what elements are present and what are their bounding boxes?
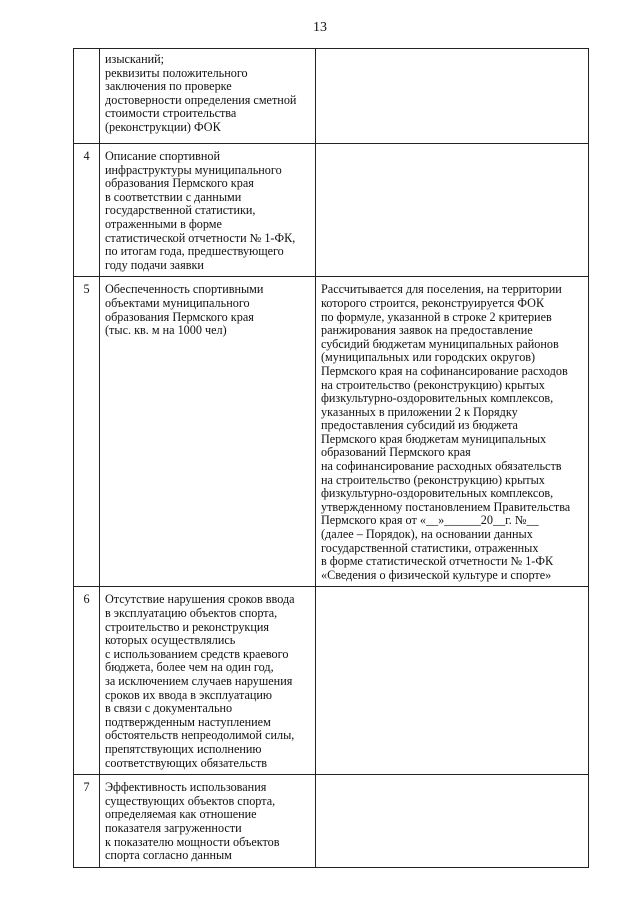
row-number: 4 <box>74 144 100 277</box>
row-number: 5 <box>74 277 100 587</box>
table-row <box>74 277 589 587</box>
method-cell <box>316 144 589 277</box>
table-row <box>74 775 589 868</box>
table-row <box>74 49 589 144</box>
row-number: 7 <box>74 775 100 868</box>
indicator-cell: Обеспеченность спортивными объектами муниципального образования Пермского края (тыс. кв. м на 1000 чел) <box>100 277 316 587</box>
row-number: 6 <box>74 587 100 775</box>
method-cell <box>316 775 589 868</box>
method-cell <box>316 587 589 775</box>
criteria-table <box>73 48 589 868</box>
row-number <box>74 49 100 144</box>
method-cell <box>316 49 589 144</box>
table-row <box>74 587 589 775</box>
table-row <box>74 144 589 277</box>
indicator-cell: изысканий; реквизиты положительного заключения по проверке достоверности определения сметной стоимости строительства (реконструкции) ФОК <box>100 49 316 144</box>
indicator-cell: Эффективность использования существующих объектов спорта, определяемая как отношение показателя загруженности к показателю мощности объектов спорта согласно данным <box>100 775 316 868</box>
method-cell: Рассчитывается для поселения, на территории которого строится, реконструируется ФОК по формуле, указанной в строке 2 критериев ранжирования заявок на предоставление субсидий бюджетам муниципальных районов (муниципальных или городских округов) Пермского края на софинансирование расходов на строительство (реконструкцию) крытых физкультурно-оздоровительных комплексов, указанных в приложении 2 к Порядку предоставления субсидий из бюджета Пермского края бюджетам муниципальных образований Пермского края на софинансирование расходных обязательств на строительство (реконструкцию) крытых физкультурно-оздоровительных комплексов, утвержденному постановлением Правительства Пермского края от «__»______20__г. №__ (далее – Порядок), на основании данных государственной статистики, отраженных в форме статистической отчетности № 1-ФК «Сведения о физической культуре и спорте» <box>316 277 589 587</box>
indicator-cell: Отсутствие нарушения сроков ввода в эксплуатацию объектов спорта, строительство и реконструкция которых осуществлялись с использованием средств краевого бюджета, более чем на один год, за исключением случаев нарушения сроков их ввода в эксплуатацию в связи с документально подтвержденным наступлением обстоятельств непреодолимой силы, препятствующих исполнению соответствующих обязательств <box>100 587 316 775</box>
indicator-cell: Описание спортивной инфраструктуры муниципального образования Пермского края в соответствии с данными государственной статистики, отраженными в форме статистической отчетности № 1-ФК, по итогам года, предшествующего году подачи заявки <box>100 144 316 277</box>
page-number: 13 <box>313 20 327 35</box>
